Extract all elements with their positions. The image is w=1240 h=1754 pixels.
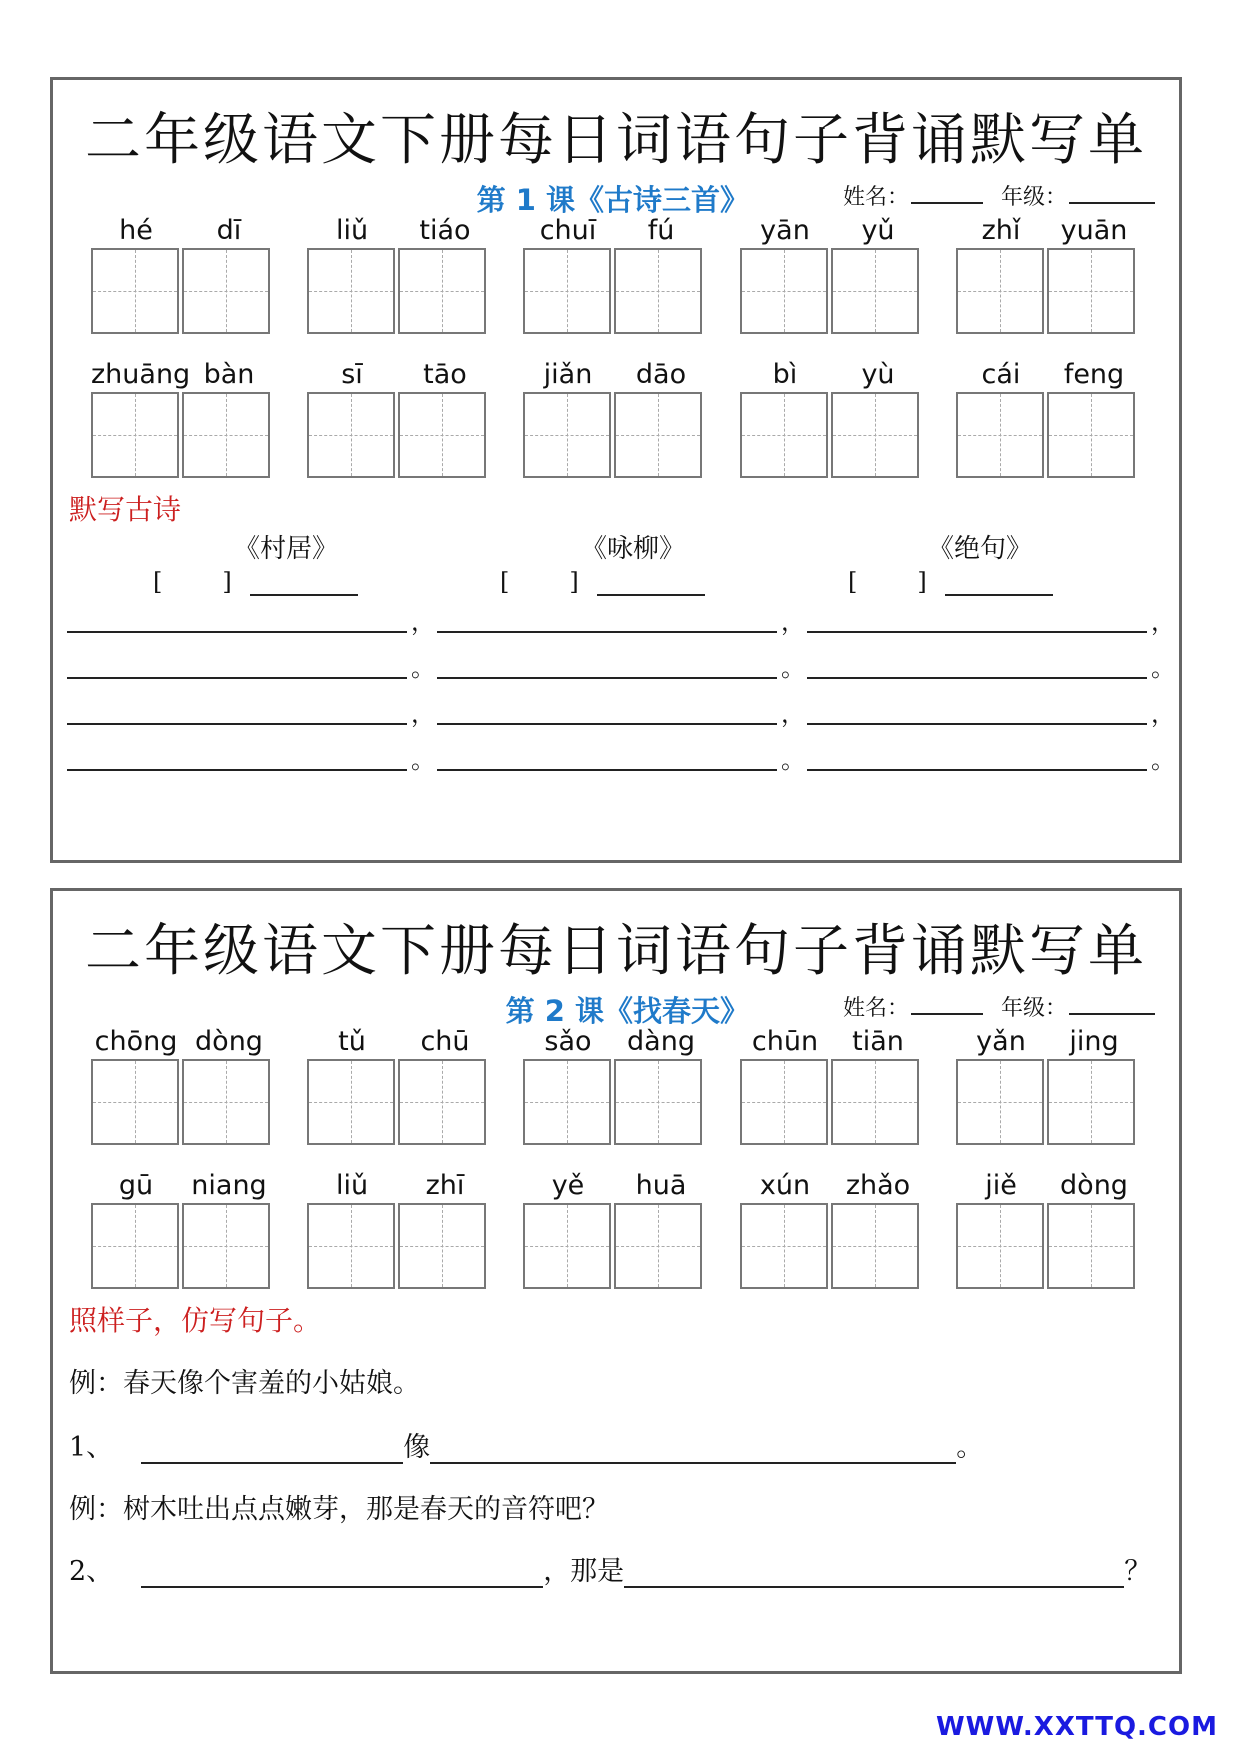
- worksheet-lesson-2: [50, 888, 1182, 1674]
- writing-box[interactable]: [740, 392, 828, 478]
- writing-box[interactable]: [1047, 248, 1135, 334]
- tianzige-pair: [956, 248, 1142, 334]
- grade-blank[interactable]: [1069, 995, 1155, 1015]
- writing-box[interactable]: [831, 248, 919, 334]
- line-punctuation: ，: [1151, 608, 1175, 636]
- writing-box[interactable]: [398, 248, 486, 334]
- poem-author-2: [500, 568, 705, 596]
- exercise-1: [69, 1425, 983, 1464]
- sheet-title: 二年级语文下册每日词语句子背诵默写单: [85, 919, 1147, 984]
- writing-box[interactable]: [1047, 1203, 1135, 1289]
- lesson-title: 第 1 课《古诗三首》: [476, 183, 749, 217]
- bracket-close: ]: [569, 568, 579, 596]
- author-blank[interactable]: [597, 572, 705, 596]
- sheet-title: 二年级语文下册每日词语句子背诵默写单: [85, 108, 1147, 173]
- word-item: [740, 208, 926, 334]
- writing-box[interactable]: [740, 1059, 828, 1145]
- word-item: [307, 352, 493, 478]
- tianzige-pair: [740, 248, 926, 334]
- pinyin-syllable: jiě: [985, 1170, 1017, 1201]
- tianzige-pair: [956, 1203, 1142, 1289]
- pinyin-syllable: dòng: [195, 1026, 263, 1057]
- word-item: [523, 1163, 709, 1289]
- name-blank[interactable]: [911, 995, 983, 1015]
- writing-box[interactable]: [91, 1203, 179, 1289]
- pinyin-syllable: tiáo: [419, 215, 471, 246]
- pinyin-row: [91, 352, 277, 392]
- writing-box[interactable]: [614, 1059, 702, 1145]
- poem-line-blank[interactable]: [437, 631, 777, 633]
- pinyin-syllable: jiǎn: [543, 359, 593, 390]
- pinyin-syllable: liǔ: [335, 1170, 369, 1201]
- poem-line-blank[interactable]: [67, 769, 407, 771]
- writing-box[interactable]: [523, 1203, 611, 1289]
- example-sentence-2: 例：树木吐出点点嫩芽，那是春天的音符吧？: [69, 1494, 609, 1525]
- pinyin-syllable: niang: [191, 1170, 267, 1201]
- poem-line-row: [67, 607, 1177, 637]
- poem-line-blank[interactable]: [437, 677, 777, 679]
- name-label: 姓名：: [843, 996, 910, 1021]
- pinyin-row: [307, 1019, 493, 1059]
- writing-box[interactable]: [614, 1203, 702, 1289]
- pinyin-syllable: yù: [861, 359, 895, 390]
- pinyin-row: [740, 1163, 926, 1203]
- grade-blank[interactable]: [1069, 184, 1155, 204]
- tianzige-pair: [740, 392, 926, 478]
- pinyin-row: [956, 352, 1142, 392]
- tianzige-pair: [307, 248, 493, 334]
- pinyin-syllable: zhī: [425, 1170, 465, 1201]
- line-punctuation: ，: [781, 700, 805, 728]
- pinyin-syllable: yān: [760, 215, 810, 246]
- pinyin-syllable: tǔ: [338, 1026, 366, 1057]
- tianzige-pair: [740, 1203, 926, 1289]
- end-punct: 。: [956, 1432, 984, 1463]
- writing-box[interactable]: [91, 1059, 179, 1145]
- pinyin-row: [307, 208, 493, 248]
- line-punctuation: ，: [781, 608, 805, 636]
- tianzige-pair: [523, 1203, 709, 1289]
- line-punctuation: ，: [411, 700, 435, 728]
- pinyin-syllable: chōng: [94, 1026, 178, 1057]
- poem-title-yongliu: 《咏柳》: [580, 534, 685, 564]
- word-item: [523, 352, 709, 478]
- author-blank[interactable]: [250, 572, 358, 596]
- tianzige-pair: [523, 248, 709, 334]
- poem-line-blank[interactable]: [67, 677, 407, 679]
- writing-box[interactable]: [398, 392, 486, 478]
- pinyin-syllable: yǎn: [976, 1026, 1026, 1057]
- pinyin-row: [91, 208, 277, 248]
- word-item: [91, 352, 277, 478]
- pinyin-syllable: liǔ: [335, 215, 369, 246]
- exercise-number: 1、: [69, 1432, 114, 1463]
- pinyin-syllable: huā: [635, 1170, 687, 1201]
- connector-text: 像: [403, 1432, 431, 1463]
- pinyin-syllable: cái: [981, 359, 1021, 390]
- pinyin-row: [91, 1163, 277, 1203]
- tianzige-pair: [307, 1203, 493, 1289]
- line-punctuation: 。: [781, 654, 805, 682]
- pinyin-syllable: dī: [216, 215, 242, 246]
- answer-blank[interactable]: [430, 1438, 956, 1464]
- pinyin-syllable: bàn: [203, 359, 255, 390]
- pinyin-syllable: yǔ: [861, 215, 895, 246]
- answer-blank[interactable]: [141, 1438, 403, 1464]
- pinyin-row: [740, 352, 926, 392]
- pinyin-syllable: bì: [772, 359, 798, 390]
- bracket-close: ]: [222, 568, 232, 596]
- word-item: [956, 208, 1142, 334]
- poem-title-jueju: 《绝句》: [927, 534, 1032, 564]
- tianzige-pair: [523, 1059, 709, 1145]
- line-punctuation: ，: [411, 608, 435, 636]
- pinyin-syllable: tāo: [423, 359, 467, 390]
- tianzige-pair: [91, 248, 277, 334]
- bracket-open: [: [848, 568, 858, 596]
- connector-text: ，那是: [543, 1556, 625, 1587]
- tianzige-pair: [91, 1059, 277, 1145]
- grade-label: 年级：: [1001, 185, 1068, 210]
- writing-box[interactable]: [831, 392, 919, 478]
- word-item: [956, 1019, 1142, 1145]
- word-item: [307, 1163, 493, 1289]
- answer-blank[interactable]: [141, 1562, 543, 1588]
- writing-box[interactable]: [307, 1203, 395, 1289]
- pinyin-row: [523, 1019, 709, 1059]
- pinyin-row: [956, 1019, 1142, 1059]
- word-item: [956, 1163, 1142, 1289]
- name-grade-fields: [843, 991, 1155, 1022]
- poem-line-blank[interactable]: [67, 631, 407, 633]
- line-punctuation: 。: [781, 746, 805, 774]
- writing-box[interactable]: [523, 392, 611, 478]
- watermark-url: WWW.XXTTQ.COM: [936, 1712, 1218, 1742]
- pinyin-syllable: yě: [551, 1170, 585, 1201]
- pinyin-syllable: sǎo: [544, 1026, 592, 1057]
- word-item: [956, 352, 1142, 478]
- poem-author-1: [153, 568, 358, 596]
- writing-box[interactable]: [740, 1203, 828, 1289]
- pinyin-row: [956, 1163, 1142, 1203]
- poem-author-3: [848, 568, 1053, 596]
- line-punctuation: 。: [411, 746, 435, 774]
- pinyin-syllable: gū: [118, 1170, 154, 1201]
- pinyin-syllable: sī: [341, 359, 363, 390]
- writing-box[interactable]: [956, 1059, 1044, 1145]
- poem-line-blank[interactable]: [437, 769, 777, 771]
- pinyin-syllable: yuān: [1060, 215, 1128, 246]
- writing-box[interactable]: [182, 1203, 270, 1289]
- writing-box[interactable]: [831, 1203, 919, 1289]
- bracket-open: [: [153, 568, 163, 596]
- pinyin-syllable: zhuāng: [91, 359, 191, 390]
- poem-line-blank[interactable]: [67, 723, 407, 725]
- writing-box[interactable]: [307, 248, 395, 334]
- line-punctuation: 。: [1151, 654, 1175, 682]
- pinyin-row: [307, 352, 493, 392]
- writing-box[interactable]: [91, 248, 179, 334]
- pinyin-syllable: fú: [647, 215, 675, 246]
- poem-title-cunju: 《村居》: [233, 534, 338, 564]
- word-item: [307, 1019, 493, 1145]
- pinyin-syllable: dòng: [1060, 1170, 1128, 1201]
- tianzige-pair: [91, 1203, 277, 1289]
- bracket-close: ]: [917, 568, 927, 596]
- grade-label: 年级：: [1001, 996, 1068, 1021]
- writing-box[interactable]: [182, 1059, 270, 1145]
- pinyin-row: [740, 1019, 926, 1059]
- line-punctuation: 。: [1151, 746, 1175, 774]
- example-sentence-1: 例：春天像个害羞的小姑娘。: [69, 1368, 420, 1399]
- pinyin-row: [956, 208, 1142, 248]
- writing-box[interactable]: [831, 1059, 919, 1145]
- writing-box[interactable]: [956, 392, 1044, 478]
- author-blank[interactable]: [945, 572, 1053, 596]
- word-item: [91, 1019, 277, 1145]
- poem-line-row: [67, 653, 1177, 683]
- pinyin-row: [91, 1019, 277, 1059]
- writing-box[interactable]: [614, 248, 702, 334]
- pinyin-row: [523, 208, 709, 248]
- writing-box[interactable]: [182, 392, 270, 478]
- tianzige-pair: [740, 1059, 926, 1145]
- name-grade-fields: [843, 180, 1155, 211]
- line-punctuation: ，: [1151, 700, 1175, 728]
- tianzige-pair: [91, 392, 277, 478]
- lesson-title: 第 2 课《找春天》: [505, 994, 749, 1028]
- pinyin-row: [307, 1163, 493, 1203]
- writing-box[interactable]: [614, 392, 702, 478]
- tianzige-pair: [523, 392, 709, 478]
- writing-box[interactable]: [182, 248, 270, 334]
- word-item: [740, 1019, 926, 1145]
- pinyin-row: [523, 1163, 709, 1203]
- exercise-number: 2、: [69, 1556, 114, 1587]
- pinyin-syllable: dàng: [627, 1026, 695, 1057]
- pinyin-syllable: zhǐ: [981, 215, 1021, 246]
- writing-box[interactable]: [1047, 392, 1135, 478]
- pinyin-syllable: dāo: [635, 359, 687, 390]
- section-heading: 默写古诗: [69, 493, 182, 526]
- worksheet-lesson-1: [50, 77, 1182, 863]
- pinyin-syllable: hé: [119, 215, 153, 246]
- poem-line-blank[interactable]: [437, 723, 777, 725]
- poem-line-blank[interactable]: [807, 723, 1147, 725]
- pinyin-row: [740, 208, 926, 248]
- word-item: [740, 352, 926, 478]
- writing-box[interactable]: [1047, 1059, 1135, 1145]
- word-item: [523, 1019, 709, 1145]
- writing-box[interactable]: [956, 1203, 1044, 1289]
- writing-box[interactable]: [307, 392, 395, 478]
- pinyin-syllable: chuī: [539, 215, 597, 246]
- pinyin-syllable: zhǎo: [845, 1170, 911, 1201]
- poem-line-blank[interactable]: [807, 769, 1147, 771]
- writing-box[interactable]: [523, 248, 611, 334]
- section-heading: 照样子，仿写句子。: [69, 1304, 322, 1337]
- writing-box[interactable]: [398, 1059, 486, 1145]
- writing-box[interactable]: [740, 248, 828, 334]
- exercise-2: [69, 1549, 1151, 1588]
- poem-line-row: [67, 699, 1177, 729]
- poem-line-blank[interactable]: [807, 677, 1147, 679]
- poem-line-blank[interactable]: [807, 631, 1147, 633]
- writing-box[interactable]: [307, 1059, 395, 1145]
- name-label: 姓名：: [843, 185, 910, 210]
- writing-box[interactable]: [956, 248, 1044, 334]
- tianzige-pair: [307, 392, 493, 478]
- tianzige-pair: [307, 1059, 493, 1145]
- pinyin-syllable: jing: [1069, 1026, 1119, 1057]
- pinyin-row: [523, 352, 709, 392]
- tianzige-pair: [956, 392, 1142, 478]
- poem-line-row: [67, 745, 1177, 775]
- word-item: [307, 208, 493, 334]
- pinyin-syllable: chū: [420, 1026, 470, 1057]
- line-punctuation: 。: [411, 654, 435, 682]
- name-blank[interactable]: [911, 184, 983, 204]
- word-item: [91, 208, 277, 334]
- pinyin-syllable: xún: [759, 1170, 811, 1201]
- bracket-open: [: [500, 568, 510, 596]
- word-item: [740, 1163, 926, 1289]
- answer-blank[interactable]: [624, 1562, 1124, 1588]
- word-item: [523, 208, 709, 334]
- pinyin-syllable: feng: [1063, 359, 1125, 390]
- pinyin-syllable: tiān: [852, 1026, 904, 1057]
- end-punct: ？: [1124, 1556, 1152, 1587]
- word-item: [91, 1163, 277, 1289]
- writing-box[interactable]: [523, 1059, 611, 1145]
- writing-box[interactable]: [398, 1203, 486, 1289]
- pinyin-syllable: chūn: [751, 1026, 819, 1057]
- writing-box[interactable]: [91, 392, 179, 478]
- tianzige-pair: [956, 1059, 1142, 1145]
